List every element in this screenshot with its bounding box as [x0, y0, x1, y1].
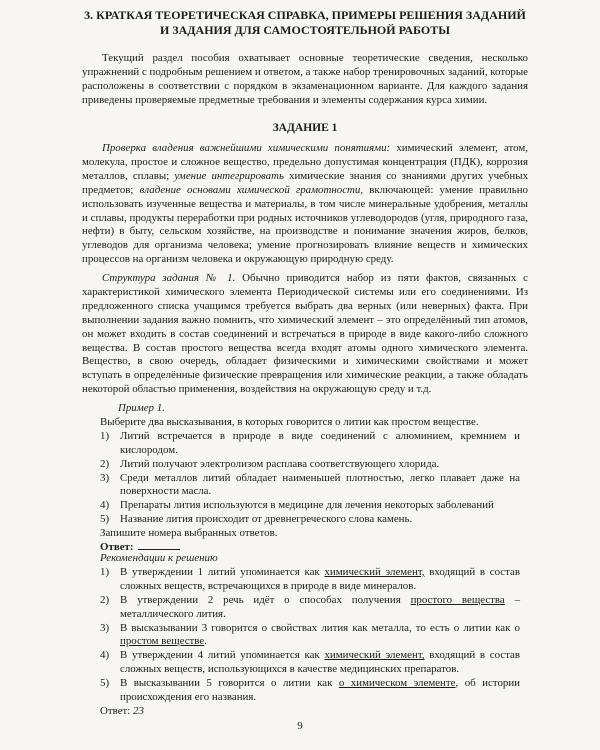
rec-text: входящий в состав сложных веществ, использующихся в качестве медицинских препаратов.: [120, 649, 521, 676]
option-text: Название лития происходит от древнегреческого слова камень.: [120, 513, 413, 526]
recommendation-5: [100, 677, 520, 705]
option-text: Препараты лития используются в медицине для лечения некоторых заболеваний: [120, 499, 494, 512]
option-number: 3): [100, 471, 110, 484]
req-text-3: включающей: умение правильно использовать изученные вещества и материалы, в том числе минеральные удобрения, металлы и сплавы, продукты переработки при родных источников углеводородов (угля, природного газа, нефти) в быту, сельском хозяйстве, на производстве и понимание значения жиров, белков, углеводов для организма человека; умение прогнозировать влияние веществ и химических процессов на организм человека и окружающую природную среду.: [82, 183, 528, 266]
rec-text: входящий в состав сложных веществ, встречающихся в природе в виде минералов.: [120, 565, 521, 592]
structure-lead: Структура задания № 1.: [102, 272, 236, 284]
option-text: Литий получают электролизом расплава соответствующего хлорида.: [120, 457, 440, 470]
recommendation-3: [100, 622, 520, 650]
option-number: 4): [100, 499, 110, 512]
rec-number: 5): [100, 677, 110, 690]
structure-text: Обычно приводится набор из пяти фактов, связанных с характеристикой химического элемента Периодической системы или его соединениями. Из предложенного списка учащимся требуется выбрать два верных (или неверных) факта. При выполнении задания важно помнить, что химический элемент – это определённый тип атомов, он может входить в состав соединений и встречаться в природе в виде какого-либо сложного вещества. В состав простого вещества всегда входят атомы одного химического элемента. Вещество, в свою очередь, обладает физическими и химическими свойствами и может вступать в определённые физические превращения или химические реакции, а также обладать некоторой областью применения, воздействия на окружающую среду и т.д.: [82, 272, 528, 396]
req-phrase-3: владение основами химической грамотности,: [139, 183, 364, 196]
final-answer-value: 23: [133, 704, 144, 717]
final-answer: [100, 705, 520, 719]
recommendation-2: [100, 594, 520, 622]
structure-paragraph: [82, 272, 528, 397]
recommendations-title: Рекомендации к решению: [100, 552, 218, 564]
section-title: 3. КРАТКАЯ ТЕОРЕТИЧЕСКАЯ СПРАВКА, ПРИМЕРЫ РЕШЕНИЯ ЗАДАНИЙ И ЗАДАНИЯ ДЛЯ САМОСТОЯТЕЛЬНОЙ РАБОТЫ: [84, 8, 526, 37]
rec-text: В утверждении 2 речь идёт о способах получения: [120, 593, 411, 606]
rec-text: В утверждении 4 литий упоминается как: [120, 649, 325, 662]
option-2: [100, 458, 520, 472]
final-answer-label: Ответ:: [100, 704, 134, 717]
task-heading: ЗАДАНИЕ 1: [272, 122, 338, 134]
requirements-paragraph: [82, 142, 528, 267]
req-phrase-1: Проверка владения важнейшими химическими понятиями:: [102, 142, 391, 154]
intro-paragraph: Текущий раздел пособия охватывает основные теоретические сведения, несколько упражнений с подробным решением и ответом, а также набор тренировочных заданий, которые расположены в соответствии с порядком в экзаменационном варианте. Для каждого задания приведены проверяемые предметные требования и элементы содержания курса химии.: [82, 52, 528, 106]
recommendation-1: [100, 566, 520, 594]
rec-number: 1): [100, 565, 110, 578]
option-number: 1): [100, 429, 110, 442]
example-title: Пример 1.: [118, 402, 165, 414]
rec-underlined: о химическом элементе: [338, 677, 456, 690]
answer-label: Ответ:: [100, 541, 134, 554]
option-text: Литий встречается в природе в виде соединений с алюминием, кремнием и кислородом.: [120, 429, 520, 456]
rec-text: В высказывании 3 говорится о свойствах лития как металла, то есть о литии как о: [120, 621, 520, 634]
rec-underlined: химический элемент,: [324, 649, 425, 662]
rec-text: В утверждении 1 литий упоминается как: [120, 565, 325, 578]
example-question: Выберите два высказывания, в которых говорится о литии как простом веществе.: [100, 415, 479, 428]
rec-text: В высказывании 5 говорится о литии как: [120, 677, 339, 690]
recommendations-block: [100, 552, 520, 719]
rec-underlined: простом веществе: [120, 635, 205, 648]
option-1: [100, 430, 520, 458]
option-number: 2): [100, 457, 110, 470]
recommendation-4: [100, 649, 520, 677]
rec-text: – металлического лития.: [120, 593, 521, 620]
rec-number: 2): [100, 593, 110, 606]
rec-number: 3): [100, 621, 110, 634]
example-instruction: Запишите номера выбранных ответов.: [100, 527, 278, 540]
req-phrase-2: умение интегрировать: [174, 169, 284, 182]
option-4: [100, 499, 520, 513]
rec-underlined: химический элемент,: [324, 565, 425, 578]
rec-text: .: [204, 635, 207, 648]
option-text: Среди металлов литий обладает наименьшей плотностью, легко плавает даже на поверхности масла.: [120, 471, 520, 498]
rec-text: , об истории происхождения его названия.: [120, 677, 521, 704]
answer-blank: [138, 549, 180, 550]
page-number: 9: [297, 720, 303, 732]
option-3: [100, 472, 520, 500]
req-text-1: химический элемент, атом, молекула, простое и сложное вещество, предельно допустимая концентрация (ПДК), коррозия металлов, сплавы;: [82, 142, 528, 182]
rec-underlined: простого вещества: [410, 593, 505, 606]
option-number: 5): [100, 513, 110, 526]
rec-number: 4): [100, 649, 110, 662]
option-5: [100, 513, 520, 527]
example-block: [100, 402, 520, 555]
req-text-2: химические знания со знаниями других учебных предметов;: [82, 169, 529, 196]
